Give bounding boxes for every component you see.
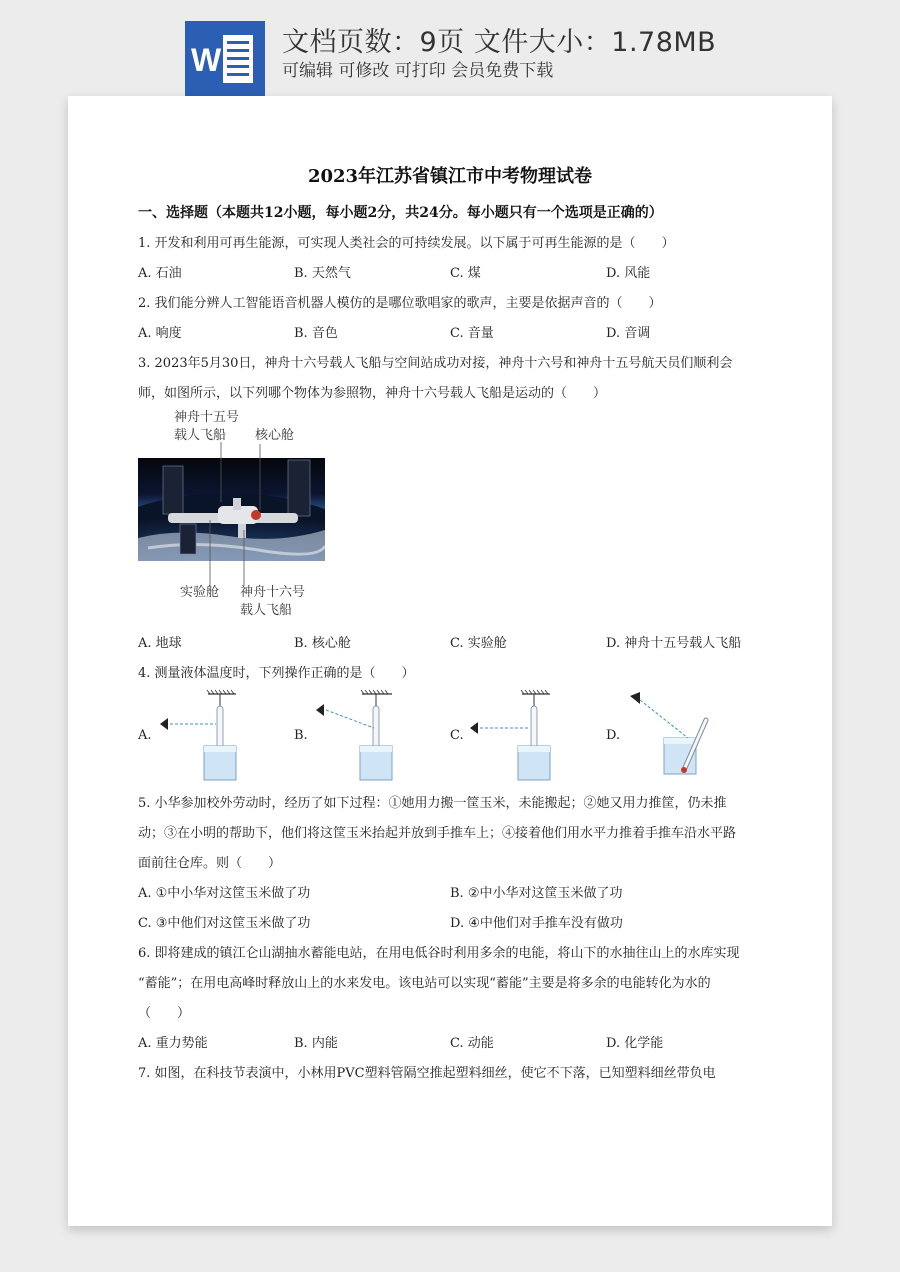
q2-option-d: D. 音调 — [606, 326, 651, 341]
question-3-line-2: 师，如图所示，以下列哪个物体为参照物，神舟十六号载人飞船是运动的（ ） — [138, 386, 607, 401]
figure-label-shenzhou15: 神舟十五号 载人飞船 — [174, 410, 240, 443]
question-6-line-3: （ ） — [138, 1006, 191, 1021]
q1-option-b: B. 天然气 — [294, 266, 351, 281]
question-6-line-2: “蓄能”；在用电高峰时释放山上的水来发电。该电站可以实现“蓄能”主要是将多余的电能转化为水的 — [138, 976, 711, 991]
section-heading: 一、选择题（本题共12小题，每小题2分，共24分。每小题只有一个选项是正确的） — [138, 205, 663, 221]
q6-option-a: A. 重力势能 — [138, 1036, 208, 1051]
word-logo-letter: W — [191, 42, 222, 78]
q2-option-b: B. 音色 — [294, 326, 338, 341]
q3-option-c: C. 实验舱 — [450, 636, 507, 651]
q3-option-a: A. 地球 — [138, 636, 182, 651]
q5-option-b: B. ②中小华对这筐玉米做了功 — [450, 886, 623, 901]
q4-option-b-label: B. — [294, 728, 308, 743]
q2-option-c: C. 音量 — [450, 326, 494, 341]
word-document-icon — [185, 21, 265, 97]
q5-option-a: A. ①中小华对这筐玉米做了功 — [138, 886, 311, 901]
question-7-line-1: 7. 如图，在科技节表演中，小林用PVC塑料管隔空推起塑料细丝，使它不下落，已知塑料细丝带负电 — [138, 1066, 716, 1081]
q4-option-c-label: C. — [450, 728, 464, 743]
banner-title: 文档页数：9页 文件大小：1.78MB — [282, 27, 717, 58]
banner-subtitle: 可编辑 可修改 可打印 会员免费下载 — [282, 61, 554, 81]
document-title: 2023年江苏省镇江市中考物理试卷 — [307, 166, 593, 187]
document-page — [68, 96, 832, 1226]
q1-option-d: D. 风能 — [606, 266, 651, 281]
q6-option-c: C. 动能 — [450, 1036, 494, 1051]
q2-option-a: A. 响度 — [138, 326, 182, 341]
q4-figure-a — [156, 688, 246, 782]
q3-option-b: B. 核心舱 — [294, 636, 351, 651]
q4-figure-d — [624, 688, 714, 782]
q5-option-d: D. ④中他们对手推车没有做功 — [450, 916, 623, 931]
q4-figure-c — [468, 688, 558, 782]
q6-option-d: D. 化学能 — [606, 1036, 664, 1051]
question-2: 2. 我们能分辨人工智能语音机器人模仿的是哪位歌唱家的歌声，主要是依据声音的（ ） — [138, 296, 662, 311]
question-3-line-1: 3. 2023年5月30日，神舟十六号载人飞船与空间站成功对接，神舟十六号和神舟十五号航天员们顺利会 — [138, 356, 733, 371]
q4-option-d-label: D. — [606, 728, 621, 743]
q4-figure-b — [312, 688, 402, 782]
q5-option-c: C. ③中他们对这筐玉米做了功 — [138, 916, 311, 931]
q4-option-a-label: A. — [138, 728, 152, 743]
question-5-line-3: 面前往仓库。则（ ） — [138, 856, 282, 871]
q1-option-a: A. 石油 — [138, 266, 182, 281]
figure-label-core-module: 核心舱 — [255, 428, 295, 443]
question-1: 1. 开发和利用可再生能源，可实现人类社会的可持续发展。以下属于可再生能源的是（ ） — [138, 236, 675, 251]
download-banner — [0, 0, 900, 96]
figure-label-shenzhou16: 神舟十六号 载人飞船 — [240, 585, 306, 618]
question-5-line-1: 5. 小华参加校外劳动时，经历了如下过程：①她用力搬一筐玉米，未能搬起；②她又用力推筐，仍未推 — [138, 796, 727, 811]
figure-leader-lines — [138, 440, 338, 590]
q6-option-b: B. 内能 — [294, 1036, 338, 1051]
question-5-line-2: 动；③在小明的帮助下，他们将这筐玉米抬起并放到手推车上；④接着他们用水平力推着手推车沿水平路 — [138, 826, 737, 841]
figure-label-lab-module: 实验舱 — [180, 585, 220, 600]
q3-option-d: D. 神舟十五号载人飞船 — [606, 636, 742, 651]
question-6-line-1: 6. 即将建成的镇江仑山湖抽水蓄能电站，在用电低谷时利用多余的电能，将山下的水抽往山上的水库实现 — [138, 946, 740, 961]
question-4: 4. 测量液体温度时，下列操作正确的是（ ） — [138, 666, 415, 681]
q1-option-c: C. 煤 — [450, 266, 481, 281]
